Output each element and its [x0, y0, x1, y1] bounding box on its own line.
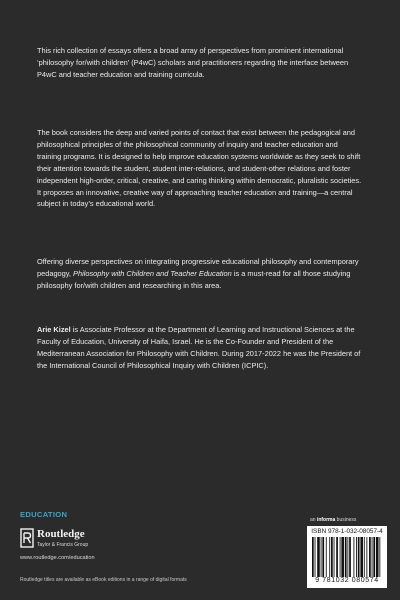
blurb-paragraph-3-lead: Offering diverse perspectives on integrating progressive educational philosophy and contemporary pedagogy, [37, 257, 359, 278]
barcode-stripe [331, 537, 333, 577]
barcode-stripe [376, 537, 379, 577]
publisher-name: Routledge [37, 528, 85, 540]
barcode-stripe [356, 537, 357, 577]
barcode-stripe [349, 537, 351, 577]
barcode-stripe [329, 537, 330, 577]
informa-suffix: business [335, 517, 357, 523]
author-bio [37, 324, 363, 372]
blurb-paragraph-2: The book considers the deep and varied points of contact that exist between the pedagogical and philosophical principles of the philosophical community of inquiry and teacher education and training programs. It is designed to help improve education systems worldwide as they seek to shift their attention towards the student, student inter-relations, and student-other relations and foster independent high-order, critical, creative, and caring thinking within democratic, pluralistic societies. It proposes an innovative, creative way of approaching teacher education and training—a central subject in today’s educational world. [37, 128, 362, 209]
barcode-stripe [364, 537, 365, 577]
barcode-stripe [347, 537, 348, 577]
barcode-stripe [340, 537, 341, 577]
barcode-stripe [334, 537, 335, 577]
barcode-stripe [372, 537, 373, 577]
informa-tagline [310, 517, 356, 523]
publisher-logo-block [20, 528, 160, 568]
barcode-stripe [341, 537, 344, 577]
barcode-stripe [379, 537, 380, 577]
barcode-digits: 9 781032 080574 [315, 577, 379, 584]
book-title-italic: Philosophy with Children and Teacher Education [73, 268, 232, 278]
barcode-bars [312, 537, 382, 577]
barcode-stripe [358, 537, 360, 577]
author-bio-text: is Associate Professor at the Department of Learning and Instructional Sciences at the Faculty of Education, University of Haifa, Israel. He is the Co-Founder and President of the Mediterranean Association for Philosophy with Children. During 2017-2022 he was the President of the International Council of Philosophical Inquiry with Children (ICPIC). [37, 325, 361, 370]
barcode-stripe [336, 537, 338, 577]
informa-prefix: an [310, 517, 317, 523]
blurb-paragraph-3 [37, 256, 363, 292]
barcode-stripe [373, 537, 375, 577]
publisher-group: Taylor & Francis Group [37, 542, 89, 548]
barcode-stripe [345, 537, 347, 577]
blurb-paragraph-3-tail: is a must-read for all those studying philosophy for/with children and researching in this area. [37, 268, 351, 290]
barcode-stripe [326, 537, 327, 577]
barcode-stripe [321, 537, 322, 577]
barcode-stripe [366, 537, 367, 577]
isbn-label: ISBN 978-1-032-08057-4 [311, 528, 383, 535]
barcode-stripe [369, 537, 371, 577]
barcode-stripe [317, 537, 320, 577]
author-name: Arie Kizel [37, 325, 71, 334]
publisher-url: www.routledge.com/education [20, 555, 95, 561]
routledge-logo-icon [20, 528, 34, 548]
barcode-stripe [312, 537, 314, 577]
barcode-stripe [353, 537, 354, 577]
blurb-paragraph-1: This rich collection of essays offers a broad array of perspectives from prominent international ‘philosophy for/with children’ (P4wC) scholars and practitioners regarding the interface between P4wC and teacher education and training curricula. [37, 46, 349, 79]
ebook-availability-note: Routledge titles are available as eBook editions in a range of digital formats [20, 577, 187, 583]
informa-brand: informa [316, 517, 336, 523]
barcode-stripe [315, 537, 316, 577]
barcode-stripe [360, 537, 363, 577]
barcode-stripe [322, 537, 324, 577]
subject-category: EDUCATION [20, 510, 68, 519]
